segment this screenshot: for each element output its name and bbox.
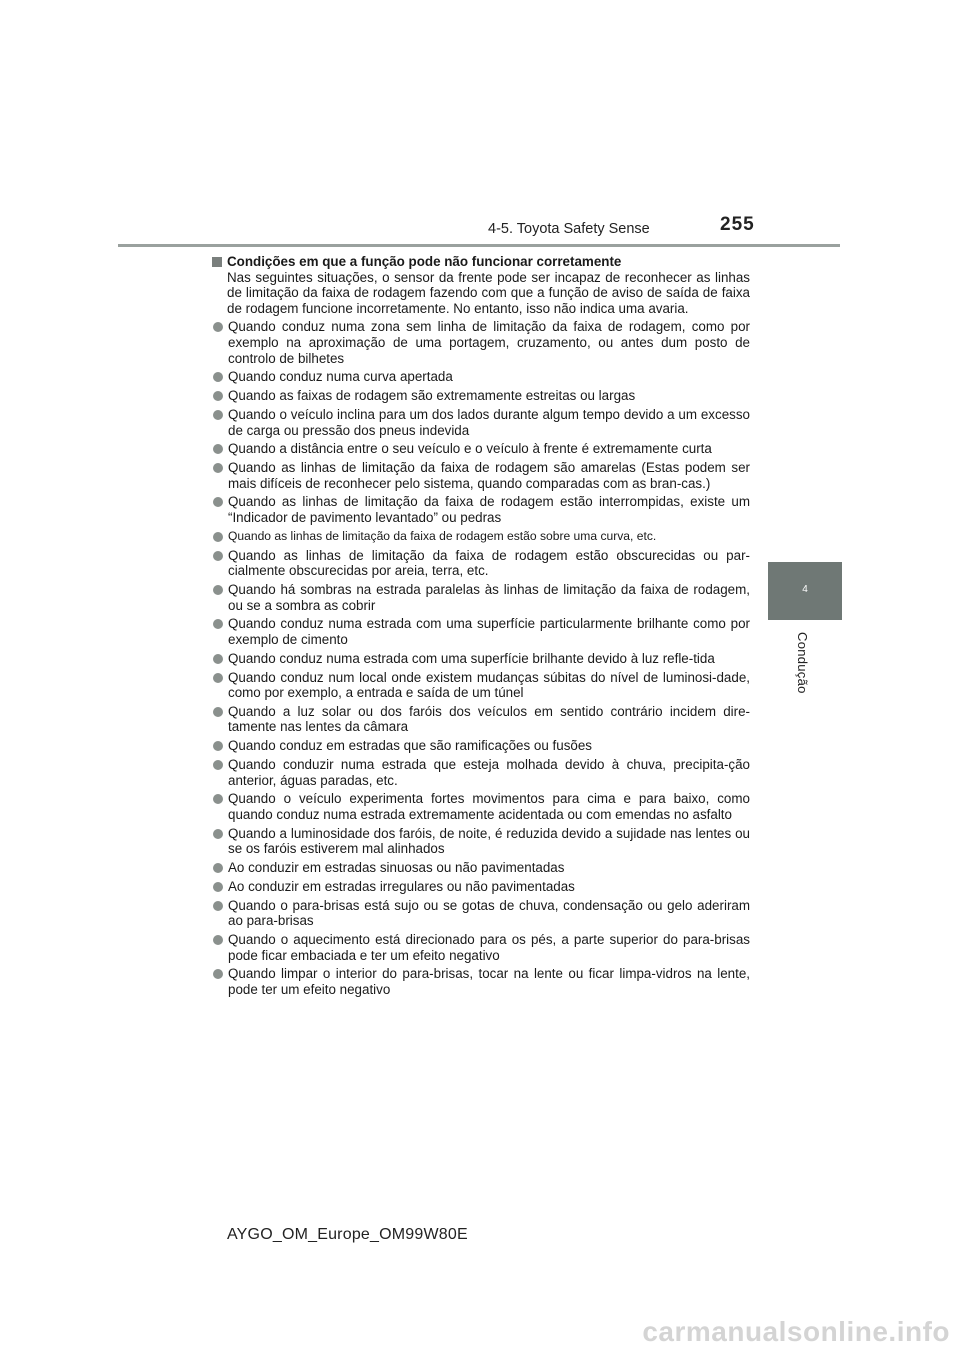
list-item-text: Quando a luz solar ou dos faróis dos veículos em sentido contrário incidem dire-tamente nas lentes da câmara — [228, 703, 750, 735]
list-item — [212, 966, 750, 997]
bullet-dot-icon — [213, 551, 223, 561]
list-item-text: Quando as faixas de rodagem são extremamente estreitas ou largas — [228, 388, 636, 404]
list-item — [212, 860, 750, 876]
list-item — [212, 460, 750, 491]
list-item — [212, 616, 750, 647]
bullet-dot-icon — [213, 707, 223, 717]
list-item — [212, 529, 750, 545]
list-item-text: Ao conduzir em estradas sinuosas ou não pavimentadas — [228, 860, 565, 876]
bullet-dot-icon — [213, 619, 223, 629]
subsection-title: Condições em que a função pode não funcionar corretamente — [227, 254, 622, 269]
list-item-text: Quando as linhas de limitação da faixa de rodagem estão obscurecidas ou par-cialmente obscurecidas por areia, terra, etc. — [228, 547, 750, 579]
bullet-dot-icon — [213, 444, 223, 454]
list-item-text: Quando conduz numa estrada com uma superfície brilhante devido à luz refle-tida — [228, 650, 715, 666]
bullet-dot-icon — [213, 901, 223, 911]
list-item-text: Ao conduzir em estradas irregulares ou não pavimentadas — [228, 878, 575, 894]
bullet-dot-icon — [213, 741, 223, 751]
list-item-text: Quando conduzir numa estrada que esteja molhada devido à chuva, precipita-ção anterior, águas paradas, etc. — [228, 757, 750, 788]
list-item-text: Quando conduz num local onde existem mudanças súbitas do nível de luminosi-dade, como por exemplo, a entrada e saída de um túnel — [228, 669, 750, 701]
list-item-text: Quando a distância entre o seu veículo e o veículo à frente é extremamente curta — [228, 441, 712, 457]
list-item — [212, 582, 750, 613]
chapter-tab — [768, 562, 842, 620]
list-item — [212, 651, 750, 667]
list-item-text: Quando conduz numa zona sem linha de limitação da faixa de rodagem, como por exemplo na aproximação de uma portagem, cruzamento, ou antes dum posto de controlo de bilhetes — [228, 319, 750, 366]
bullet-dot-icon — [213, 829, 223, 839]
bullet-dot-icon — [213, 497, 223, 507]
list-item-text: Quando as linhas de limitação da faixa de rodagem estão interrompidas, existe um “Indicador de pavimento levantado” ou pedras — [228, 494, 750, 526]
list-item-text: Quando há sombras na estrada paralelas às linhas de limitação da faixa de rodagem, ou se a sombra as cobrir — [228, 581, 750, 613]
list-item — [212, 879, 750, 895]
bullet-dot-icon — [213, 760, 223, 770]
bullet-dot-icon — [213, 673, 223, 683]
page-number: 255 — [720, 214, 755, 235]
list-item-text: Quando o veículo inclina para um dos lados durante algum tempo devido a um excesso de carga ou pressão dos pneus indevida — [228, 406, 750, 438]
chapter-label: Condução — [795, 632, 810, 694]
list-item — [212, 670, 750, 701]
bullet-dot-icon — [213, 882, 223, 892]
header-divider — [118, 244, 840, 247]
list-item-text: Quando as linhas de limitação da faixa de rodagem estão sobre uma curva, etc. — [228, 528, 657, 543]
list-item-text: Quando as linhas de limitação da faixa de rodagem são amarelas (Estas podem ser mais difíceis de reconhecer pelo sistema, quando comparadas com as bran-cas.) — [228, 460, 750, 491]
list-item — [212, 791, 750, 822]
bullet-dot-icon — [213, 863, 223, 873]
document-code: AYGO_OM_Europe_OM99W80E — [227, 1226, 468, 1243]
list-item — [212, 319, 750, 366]
list-item-text: Quando conduz numa curva apertada — [228, 369, 453, 385]
bullet-dot-icon — [213, 372, 223, 382]
list-item-text: Quando limpar o interior do para-brisas, tocar na lente ou ficar limpa-vidros na lente, pode ter um efeito negativo — [228, 966, 750, 998]
main-content — [212, 254, 750, 1001]
bullet-dot-icon — [213, 935, 223, 945]
list-item — [212, 369, 750, 385]
list-item — [212, 548, 750, 579]
bullet-dot-icon — [213, 463, 223, 473]
list-item-text: Quando o aquecimento está direcionado para os pés, a parte superior do para-brisas pode ficar embaciada e ter um efeito negativo — [228, 932, 750, 963]
section-title: 4-5. Toyota Safety Sense — [488, 221, 650, 237]
list-item-text: Quando a luminosidade dos faróis, de noite, é reduzida devido a sujidade nas lentes ou se os faróis estiverem mal alinhados — [228, 825, 750, 857]
conditions-list — [212, 319, 750, 997]
square-bullet-icon — [212, 257, 222, 267]
list-item-text: Quando conduz em estradas que são ramificações ou fusões — [228, 738, 592, 754]
list-item — [212, 494, 750, 525]
list-item — [212, 932, 750, 963]
list-item — [212, 704, 750, 735]
list-item — [212, 757, 750, 788]
bullet-dot-icon — [213, 322, 223, 332]
list-item — [212, 826, 750, 857]
intro-paragraph: Nas seguintes situações, o sensor da frente pode ser incapaz de reconhecer as linhas de limitação da faixa de rodagem fazendo com que a função de aviso de saída de faixa de rodagem funcione incorretamente. No entanto, isso não indica uma avaria. — [227, 269, 750, 316]
page-header — [0, 0, 960, 250]
list-item-text: Quando conduz numa estrada com uma superfície particularmente brilhante como por exemplo de cimento — [228, 616, 750, 647]
subsection-heading — [212, 254, 750, 270]
bullet-dot-icon — [213, 391, 223, 401]
bullet-dot-icon — [213, 969, 223, 979]
bullet-dot-icon — [213, 532, 223, 542]
list-item-text: Quando o para-brisas está sujo ou se gotas de chuva, condensação ou gelo aderiram ao para-brisas — [228, 897, 750, 929]
list-item — [212, 388, 750, 404]
list-item-text: Quando o veículo experimenta fortes movimentos para cima e para baixo, como quando conduz numa estrada extremamente acidentada ou com emendas no asfalto — [228, 791, 750, 822]
list-item — [212, 407, 750, 438]
list-item — [212, 738, 750, 754]
bullet-dot-icon — [213, 654, 223, 664]
chapter-number: 4 — [802, 584, 808, 595]
list-item — [212, 441, 750, 457]
bullet-dot-icon — [213, 794, 223, 804]
bullet-dot-icon — [213, 585, 223, 595]
list-item — [212, 898, 750, 929]
bullet-dot-icon — [213, 410, 223, 420]
chapter-label-container — [795, 632, 815, 712]
watermark: carmanualsonline.info — [642, 1316, 950, 1347]
